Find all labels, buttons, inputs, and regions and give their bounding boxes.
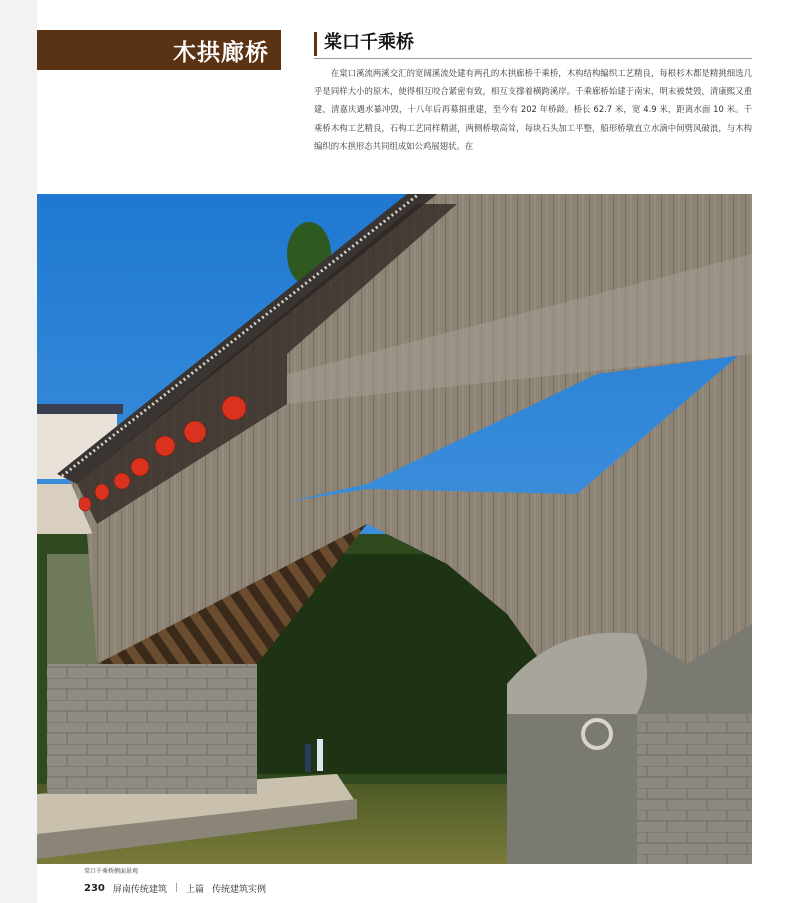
page-left-margin bbox=[0, 0, 37, 903]
page-footer bbox=[84, 881, 266, 895]
chapter-title: 传统建筑实例 bbox=[211, 884, 266, 895]
bridge-photo-illustration bbox=[37, 194, 752, 864]
footer-separator: | bbox=[174, 883, 178, 893]
book-part: 上篇 bbox=[185, 884, 204, 895]
bridge-photo bbox=[37, 194, 752, 864]
article-header bbox=[314, 30, 752, 59]
book-title: 屏南传统建筑 bbox=[112, 884, 167, 895]
title-accent-bar bbox=[314, 32, 317, 56]
section-banner bbox=[37, 30, 281, 70]
section-title: 木拱廊桥 bbox=[173, 38, 269, 66]
page-number: 230 bbox=[84, 882, 105, 894]
article-body-text: 在棠口溪流两溪交汇的宽阔溪流处建有两孔的木拱廊桥千乘桥，木构结构编织工艺精良，每根杉木都是精挑细选几乎是同样大小的原木，使得相互咬合紧密有致，相互支撑着横跨溪岸。千乘廊桥始建于南宋，明末被焚毁，清康熙又重建，清嘉庆遇水暴冲毁，十八年后再募捐重建，至今有 202 年桥龄。桥长 62.7 米，宽 4.9 米，距离水面 10 米。千乘桥木构工艺精良，石构工艺同样精湛，两侧桥墩高耸，每块石头加工平整，船形桥墩直立水滴中间劈风破浪，与木构编织的木拱形态共同组成如公鸡展翅状。在 bbox=[314, 68, 752, 151]
photo-caption: 棠口千乘桥侧面景观 bbox=[84, 868, 139, 875]
article-title: 棠口千乘桥 bbox=[324, 32, 414, 53]
